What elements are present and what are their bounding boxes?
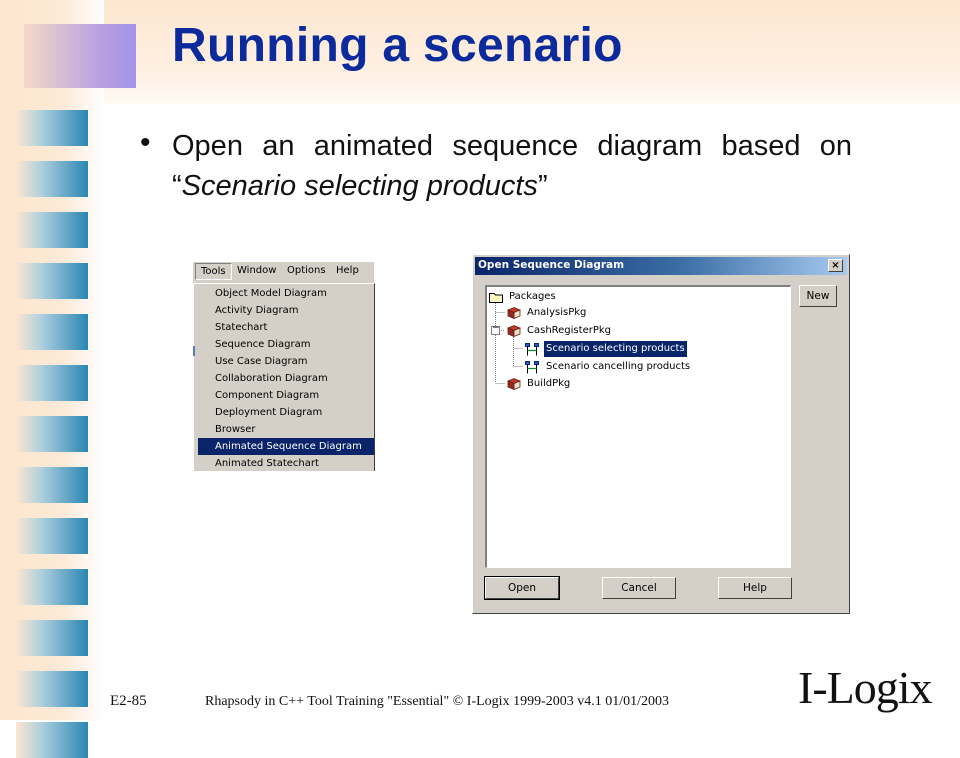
menu-edge-fragment bbox=[193, 346, 195, 356]
quote-open: “ bbox=[172, 170, 182, 202]
package-book-icon bbox=[507, 307, 521, 319]
title-accent-block bbox=[24, 24, 136, 88]
help-button[interactable]: Help bbox=[718, 577, 792, 599]
bullet-marker: • bbox=[140, 126, 151, 159]
tree-label-scenario-cancelling: Scenario cancelling products bbox=[546, 361, 691, 372]
tree-label-cashregisterpkg: CashRegisterPkg bbox=[527, 325, 611, 336]
open-sequence-diagram-dialog bbox=[472, 254, 850, 614]
menu-item-use-case-diagram[interactable]: Use Case Diagram bbox=[215, 356, 308, 367]
new-button[interactable]: New bbox=[799, 285, 837, 307]
footer-caption: Rhapsody in C++ Tool Training "Essential" © I-Logix 1999-2003 v4.1 01/01/2003 bbox=[205, 694, 670, 709]
decor-tile bbox=[16, 671, 88, 707]
decor-tile bbox=[16, 365, 88, 401]
decor-tile bbox=[16, 416, 88, 452]
decor-tile bbox=[16, 263, 88, 299]
menu-item-browser[interactable]: Browser bbox=[215, 424, 256, 435]
menubar bbox=[193, 262, 374, 282]
sequence-diagram-icon bbox=[525, 361, 539, 374]
tools-dropdown bbox=[193, 283, 375, 471]
decor-tile bbox=[16, 467, 88, 503]
menu-window[interactable]: Window bbox=[237, 265, 277, 276]
quote-close: ” bbox=[537, 170, 548, 202]
slide-number: E2-85 bbox=[110, 693, 147, 709]
tools-menu-screenshot bbox=[193, 262, 374, 470]
open-button[interactable]: Open bbox=[485, 577, 559, 599]
menu-item-deployment-diagram[interactable]: Deployment Diagram bbox=[215, 407, 323, 418]
close-button[interactable] bbox=[828, 259, 843, 272]
menu-item-collaboration-diagram[interactable]: Collaboration Diagram bbox=[215, 373, 328, 384]
close-icon: × bbox=[831, 260, 840, 271]
menu-item-sequence-diagram[interactable]: Sequence Diagram bbox=[215, 339, 311, 350]
company-logo: I-Logix bbox=[798, 662, 932, 713]
menu-help[interactable]: Help bbox=[336, 265, 359, 276]
left-decor-band bbox=[0, 0, 104, 720]
menu-item-animated-sequence-diagram[interactable]: Animated Sequence Diagram bbox=[198, 438, 374, 455]
decor-tile bbox=[16, 212, 88, 248]
menu-item-component-diagram[interactable]: Component Diagram bbox=[215, 390, 320, 401]
tree-label-scenario-selecting: Scenario selecting products bbox=[544, 341, 687, 357]
folder-icon bbox=[489, 291, 503, 303]
decor-tile bbox=[16, 110, 88, 146]
sequence-diagram-icon bbox=[525, 343, 539, 356]
menu-options[interactable]: Options bbox=[287, 265, 326, 276]
decor-tile bbox=[16, 620, 88, 656]
menu-item-object-model-diagram[interactable]: Object Model Diagram bbox=[215, 288, 327, 299]
bullet-prefix: Open an animated sequence diagram based on bbox=[172, 130, 852, 162]
dialog-titlebar bbox=[475, 257, 847, 275]
menu-item-statechart[interactable]: Statechart bbox=[215, 322, 268, 333]
menu-item-activity-diagram[interactable]: Activity Diagram bbox=[215, 305, 299, 316]
package-tree[interactable] bbox=[485, 285, 791, 568]
tree-label-packages: Packages bbox=[509, 291, 556, 302]
package-book-icon bbox=[507, 378, 521, 390]
tree-label-analysispkg: AnalysisPkg bbox=[527, 307, 587, 318]
bullet-text bbox=[172, 126, 852, 206]
decor-tile bbox=[16, 569, 88, 605]
dialog-title: Open Sequence Diagram bbox=[478, 259, 625, 271]
bullet-scenario-name: Scenario selecting products bbox=[181, 170, 538, 202]
cancel-button[interactable]: Cancel bbox=[602, 577, 676, 599]
menu-item-animated-statechart[interactable]: Animated Statechart bbox=[215, 458, 319, 469]
package-book-icon bbox=[507, 325, 521, 337]
slide-title: Running a scenario bbox=[172, 19, 623, 72]
menu-tools[interactable]: Tools bbox=[195, 263, 232, 280]
decor-tile bbox=[16, 722, 88, 758]
decor-tile bbox=[16, 314, 88, 350]
decor-tile bbox=[16, 518, 88, 554]
tree-label-buildpkg: BuildPkg bbox=[527, 378, 571, 389]
collapse-toggle-cashregisterpkg[interactable]: − bbox=[492, 323, 500, 333]
decor-tile bbox=[16, 161, 88, 197]
